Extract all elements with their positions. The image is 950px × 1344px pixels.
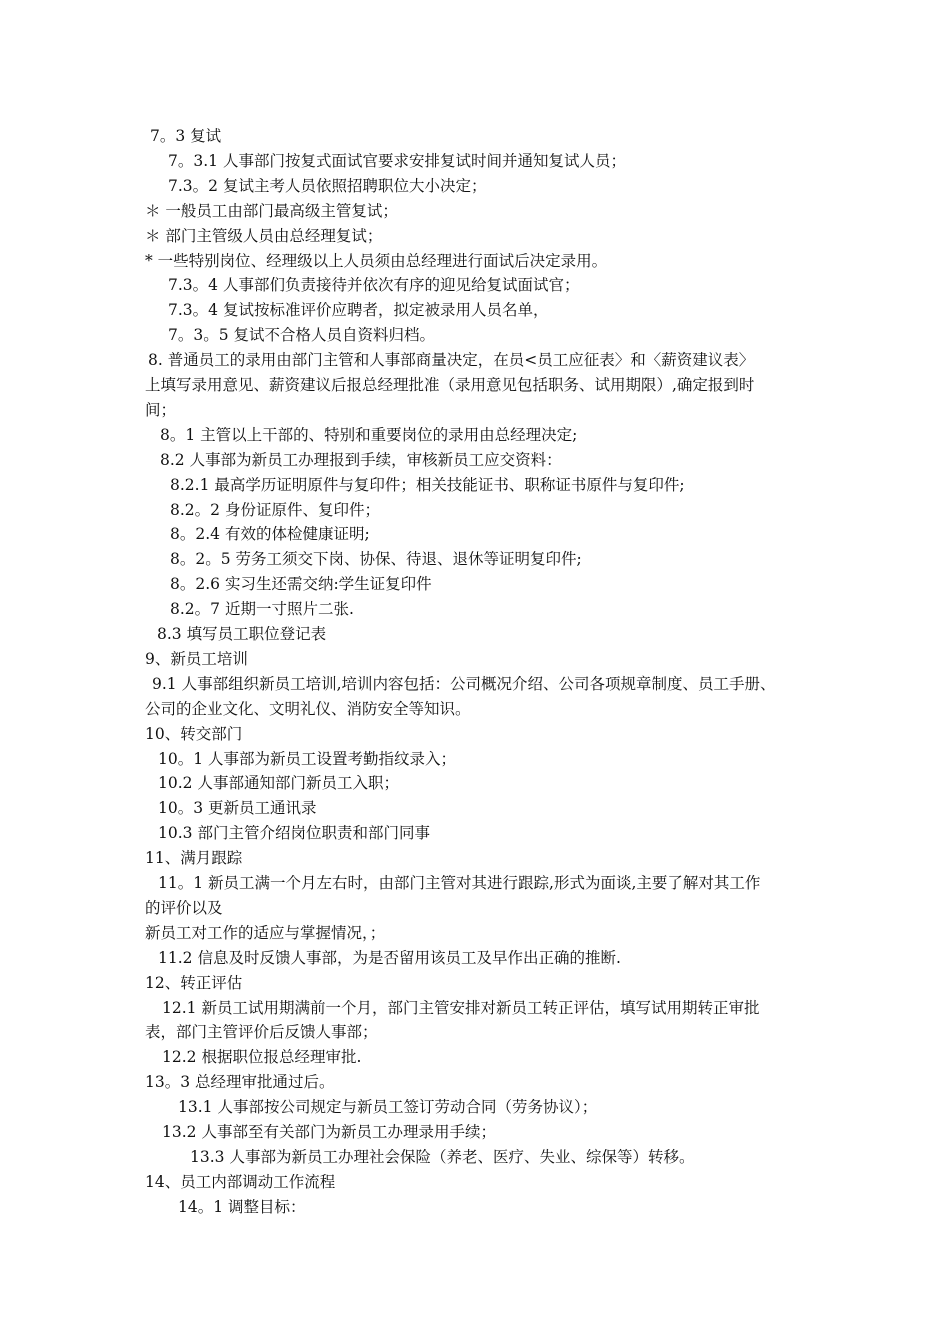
text-line: 9、新员工培训 <box>145 649 248 668</box>
text-line: * 一些特别岗位、经理级以上人员须由总经理进行面试后决定录用。 <box>145 251 608 270</box>
text-line: 8.2 人事部为新员工办理报到手续，审核新员工应交资料： <box>160 450 562 469</box>
text-line: 7。3 复试 <box>150 127 222 145</box>
text-line: 7.3。4 复试按标准评价应聘者，拟定被录用人员名单， <box>168 301 549 320</box>
text-line: 10.2 人事部通知部门新员工入职； <box>158 774 399 793</box>
text-line: 8。2.6 实习生还需交纳:学生证复印件 <box>170 575 432 594</box>
text-line: 13.2 人事部至有关部门为新员工办理录用手续； <box>162 1123 496 1141</box>
text-line: 8.2。7 近期一寸照片二张. <box>170 600 354 619</box>
text-line: 表，部门主管评价后反馈人事部； <box>145 1023 378 1042</box>
text-line: 11.2 信息及时反馈人事部，为是否留用该员工及早作出正确的推断. <box>158 948 621 967</box>
text-line: 14、员工内部调动工作流程 <box>145 1172 336 1191</box>
text-line: 8.2.1 最高学历证明原件与复印件；相关技能证书、职称证书原件与复印件; <box>170 475 685 494</box>
text-line: 12.2 根据职位报总经理审批. <box>162 1048 362 1067</box>
text-line: 8。1 主管以上干部的、特别和重要岗位的录用由总经理决定; <box>160 425 578 444</box>
text-line: 13。3 总经理审批通过后。 <box>145 1073 335 1092</box>
text-line: 8.2。2 身份证原件、复印件； <box>170 500 380 519</box>
text-line: 11、满月跟踪 <box>145 849 243 868</box>
text-line: 10.3 部门主管介绍岗位职责和部门同事 <box>158 824 430 843</box>
text-line: 12、转正评估 <box>145 973 243 992</box>
text-line: 8。2.4 有效的体检健康证明; <box>170 525 370 544</box>
text-line: 12.1 新员工试用期满前一个月，部门主管安排对新员工转正评估，填写试用期转正审批 <box>162 998 760 1017</box>
text-line: 11。1 新员工满一个月左右时，由部门主管对其进行跟踪,形式为面谈,主要了解对其工作 <box>158 874 761 892</box>
text-line: 7.3。2 复试主考人员依照招聘职位大小决定； <box>168 176 487 195</box>
text-line: 14。1 调整目标： <box>178 1197 306 1216</box>
text-line: 7。3。5 复试不合格人员自资料归档。 <box>168 326 436 345</box>
text-line: 上填写录用意见、薪资建议后报总经理批准（录用意见包括职务、试用期限）,确定报到时 <box>145 376 755 394</box>
text-line: 间； <box>145 400 177 419</box>
text-line: 13.3 人事部为新员工办理社会保险（养老、医疗、失业、综保等）转移。 <box>190 1147 695 1166</box>
text-line: 8.3 填写员工职位登记表 <box>157 625 327 643</box>
text-line: ＊ 一般员工由部门最高级主管复试； <box>145 201 398 220</box>
text-line: 新员工对工作的适应与掌握情况，； <box>145 923 386 942</box>
text-line: 8。2。5 劳务工须交下岗、协保、待退、退休等证明复印件; <box>170 550 582 569</box>
text-line: 7.3。4 人事部们负责接待并依次有序的迎见给复试面试官； <box>168 276 580 295</box>
text-line: 7。3.1 人事部门按复式面试官要求安排复试时间并通知复试人员； <box>168 151 626 170</box>
text-line: 的评价以及 <box>145 898 223 917</box>
text-line: ＊ 部门主管级人员由总经理复试； <box>145 226 383 245</box>
text-line: 10、转交部门 <box>145 724 243 743</box>
text-line: 13.1 人事部按公司规定与新员工签订劳动合同（劳务协议）； <box>178 1098 598 1117</box>
text-line: 9.1 人事部组织新员工培训,培训内容包括：公司概况介绍、公司各项规章制度、员工手册、 <box>152 674 776 693</box>
text-line: 10。1 人事部为新员工设置考勤指纹录入； <box>158 749 457 768</box>
text-line: 10。3 更新员工通讯录 <box>158 799 317 818</box>
text-line: 8. 普通员工的录用由部门主管和人事部商量决定，在员<员工应征表〉和〈薪资建议表〉 <box>148 351 755 370</box>
text-line: 公司的企业文化、文明礼仪、消防安全等知识。 <box>145 699 471 718</box>
